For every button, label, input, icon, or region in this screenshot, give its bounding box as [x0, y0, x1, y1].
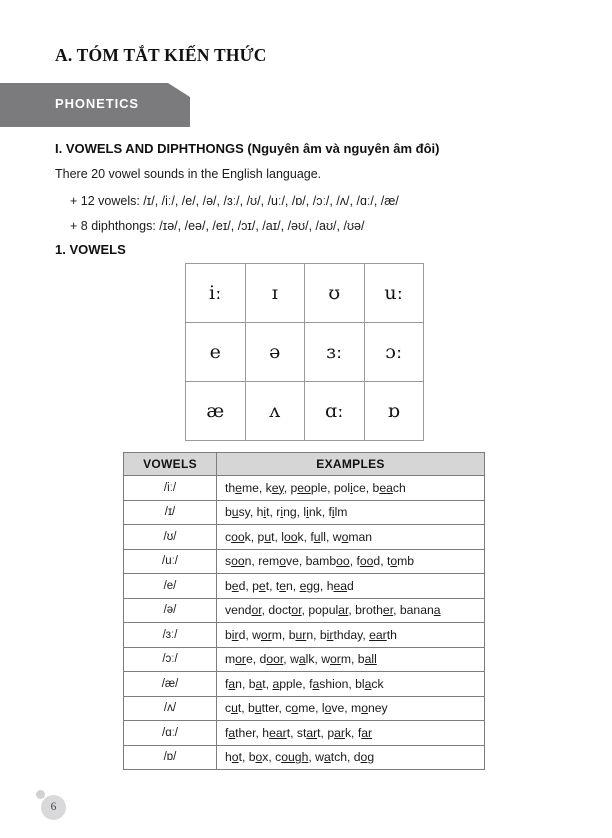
examples-table-body	[124, 476, 485, 770]
cell-example-words: cook, put, look, full, woman	[217, 525, 485, 550]
table-row	[124, 598, 485, 623]
cell-vowel-symbol: /iː/	[124, 476, 217, 501]
cell-example-words: cut, butter, come, love, money	[217, 696, 485, 721]
vowel-grid-cell: ɒ	[364, 382, 424, 441]
column-header-examples: EXAMPLES	[217, 453, 485, 476]
table-row	[124, 525, 485, 550]
cell-vowel-symbol: /ɪ/	[124, 500, 217, 525]
table-row	[124, 549, 485, 574]
table-row	[124, 623, 485, 648]
vowel-grid-cell: æ	[186, 382, 246, 441]
cell-example-words: hot, box, cough, watch, dog	[217, 745, 485, 770]
vowel-grid-row	[186, 264, 424, 323]
cell-vowel-symbol: /ʊ/	[124, 525, 217, 550]
cell-vowel-symbol: /e/	[124, 574, 217, 599]
vowel-grid-cell: ɜː	[305, 323, 365, 382]
examples-table-head	[124, 453, 485, 476]
subsection-heading-vowels: 1. VOWELS	[55, 242, 126, 257]
vowel-grid-row	[186, 323, 424, 382]
vowel-grid-cell: ʊ	[305, 264, 365, 323]
cell-example-words: fan, bat, apple, fashion, black	[217, 672, 485, 697]
vowel-grid-cell: uː	[364, 264, 424, 323]
table-header-row	[124, 453, 485, 476]
vowel-symbol-grid	[185, 263, 424, 441]
cell-vowel-symbol: /ə/	[124, 598, 217, 623]
table-row	[124, 476, 485, 501]
cell-example-words: bird, worm, burn, birthday, earth	[217, 623, 485, 648]
vowel-grid-cell: ə	[245, 323, 305, 382]
phonetics-banner-label: PHONETICS	[55, 96, 139, 111]
cell-example-words: theme, key, people, police, beach	[217, 476, 485, 501]
cell-vowel-symbol: /ɜː/	[124, 623, 217, 648]
intro-sentence: There 20 vowel sounds in the English language.	[55, 167, 322, 181]
cell-vowel-symbol: /ɔː/	[124, 647, 217, 672]
vowel-grid-cell: ɔː	[364, 323, 424, 382]
cell-vowel-symbol: /uː/	[124, 549, 217, 574]
cell-vowel-symbol: /ʌ/	[124, 696, 217, 721]
column-header-vowels: VOWELS	[124, 453, 217, 476]
page-title: A. TÓM TẮT KIẾN THỨC	[55, 45, 267, 65]
table-row	[124, 696, 485, 721]
vowel-grid-cell: ɪ	[245, 264, 305, 323]
cell-example-words: more, door, walk, worm, ball	[217, 647, 485, 672]
cell-vowel-symbol: /ɒ/	[124, 745, 217, 770]
vowel-grid-cell: ɑː	[305, 382, 365, 441]
table-row	[124, 647, 485, 672]
vowel-grid-row	[186, 382, 424, 441]
cell-example-words: busy, hit, ring, link, film	[217, 500, 485, 525]
vowel-examples-table	[123, 452, 485, 770]
table-row	[124, 672, 485, 697]
cell-vowel-symbol: /æ/	[124, 672, 217, 697]
vowel-grid-cell: ʌ	[245, 382, 305, 441]
cell-example-words: father, heart, start, park, far	[217, 721, 485, 746]
table-row	[124, 574, 485, 599]
vowels-list-line: + 12 vowels: /ɪ/, /iː/, /e/, /ə/, /ɜː/, /ʊ/, /uː/, /ɒ/, /ɔː/, /ʌ/, /ɑː/, /æ/	[70, 194, 399, 208]
cell-example-words: bed, pet, ten, egg, head	[217, 574, 485, 599]
table-row	[124, 721, 485, 746]
vowel-grid-cell: iː	[186, 264, 246, 323]
cell-example-words: soon, remove, bamboo, food, tomb	[217, 549, 485, 574]
section-heading-vowels-diphthongs: I. VOWELS AND DIPHTHONGS (Nguyên âm và nguyên âm đôi)	[55, 141, 440, 156]
vowel-grid-cell: e	[186, 323, 246, 382]
table-row	[124, 500, 485, 525]
cell-example-words: vendor, doctor, popular, brother, banana	[217, 598, 485, 623]
footer-page-number: 6	[50, 801, 57, 813]
table-row	[124, 745, 485, 770]
cell-vowel-symbol: /ɑː/	[124, 721, 217, 746]
diphthongs-list-line: + 8 diphthongs: /ɪə/, /eə/, /eɪ/, /ɔɪ/, /aɪ/, /əʊ/, /aʊ/, /ʊə/	[70, 219, 365, 233]
vowel-grid-body	[186, 264, 424, 441]
